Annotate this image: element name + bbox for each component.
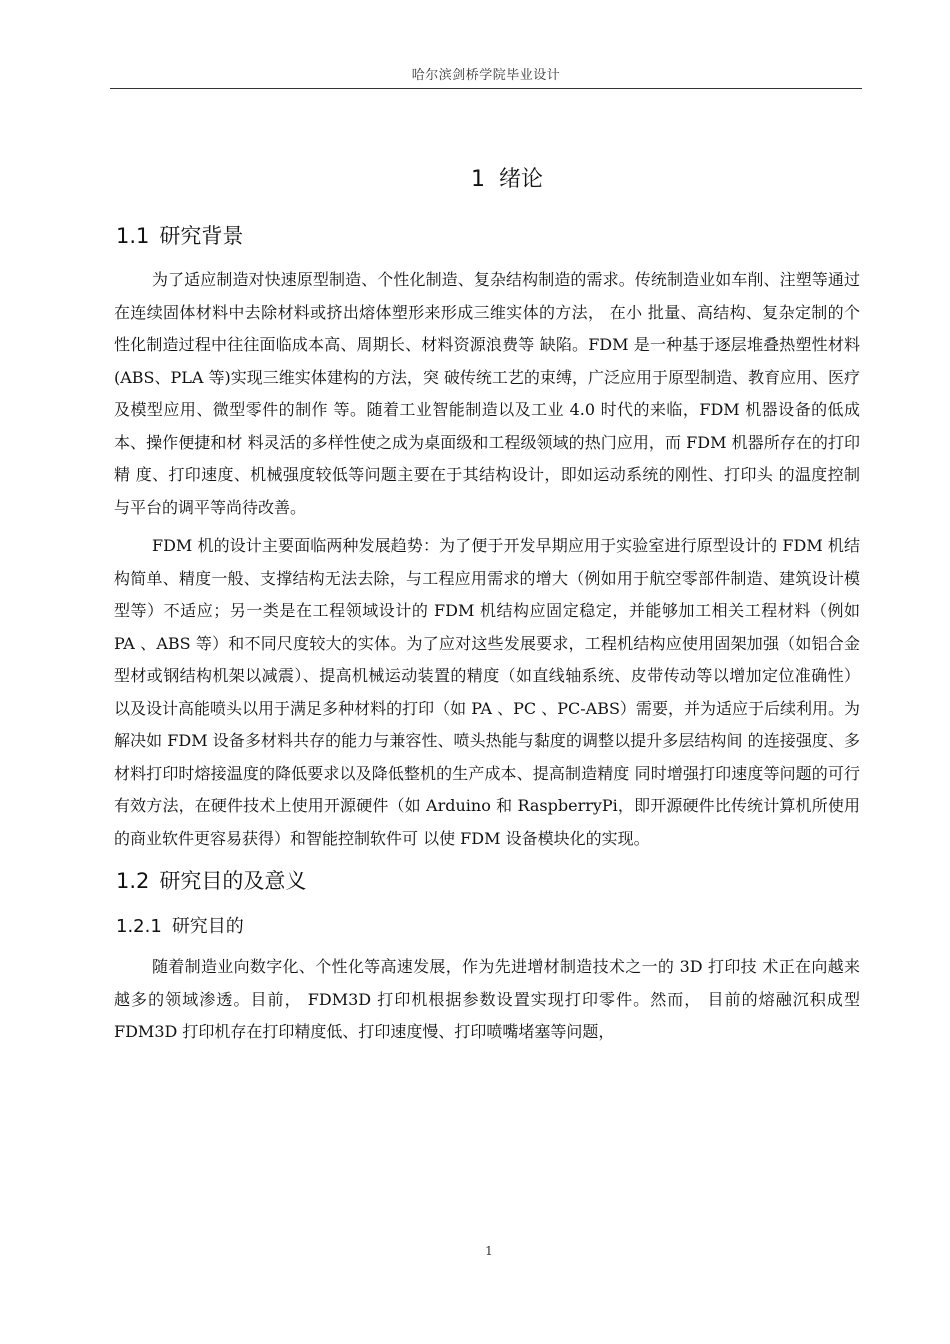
section-title-1-1	[116, 216, 860, 256]
subsection-number: 1.2.1	[116, 916, 162, 937]
header-rule	[110, 88, 862, 89]
subsection-title-1-2-1	[116, 909, 860, 945]
subsection-title-text: 研究目的	[171, 916, 244, 937]
chapter-title-text: 绪论	[498, 167, 543, 192]
paragraph-background-2: FDM 机的设计主要面临两种发展趋势：为了便于开发早期应用于实验室进行原型设计的 FDM 机结构简单、精度一般、支撑结构无法去除，与工程应用需求的增大（例如用于航空零部件制造、建筑设计模型等）不适应；另一类是在工程领域设计的 FDM 机结构应固定稳定，并能够加工相关工程材料（例如 PA 、ABS 等）和不同尺度较大的实体。为了应对这些发展要求，工程机结构应使用固架加强（如铝合金型材或钢结构机架以减震）、提高机械运动装置的精度（如直线轴系统、皮带传动等以增加定位准确性） 以及设计高能喷头以用于满足多种材料的打印（如 PA 、PC 、PC-ABS）需要，并为适应于后续利用。为 解决如 FDM 设备多材料共存的能力与兼容性、喷头热能与黏度的调整以提升多层结构间 的连接强度、多材料打印时熔接温度的降低要求以及降低整机的生产成本、提高制造精度 同时增强打印速度等问题的可行有效方法，在硬件技术上使用开源硬件（如 Arduino 和 RaspberryPi，即开源硬件比传统计算机所使用的商业软件更容易获得）和智能控制软件可 以使 FDM 设备模块化的实现。	[114, 536, 860, 848]
section-title-text: 研究目的及意义	[159, 869, 307, 893]
section-title-1-2	[116, 861, 860, 901]
section-title-text: 研究背景	[159, 224, 244, 248]
page-number: 1	[485, 1244, 493, 1258]
page-body	[114, 160, 860, 1055]
paragraph-purpose-1: 随着制造业向数字化、个性化等高速发展，作为先进增材制造技术之一的 3D 打印技 术正在向越来越多的领域渗透。目前， FDM3D 打印机根据参数设置实现打印零件。然而， 目前的熔融沉积成型 FDM3D 打印机存在打印精度低、打印速度慢、打印喷嘴堵塞等问题，	[114, 957, 860, 1041]
section-number: 1.1	[116, 224, 150, 248]
chapter-title	[154, 160, 860, 200]
chapter-number: 1	[470, 167, 485, 192]
section-number: 1.2	[116, 869, 150, 893]
paragraph-background-1: 为了适应制造对快速原型制造、个性化制造、复杂结构制造的需求。传统制造业如车削、注塑等通过在连续固体材料中去除材料或挤出熔体塑形来形成三维实体的方法， 在小 批量、高结构、复杂定制的个性化制造过程中往往面临成本高、周期长、材料资源浪费等 缺陷。FDM 是一种基于逐层堆叠热塑性材料(ABS、PLA 等)实现三维实体建构的方法，突 破传统工艺的束缚，广泛应用于原型制造、教育应用、医疗及模型应用、微型零件的制作 等。随着工业智能制造以及工业 4.0 时代的来临，FDM 机器设备的低成本、操作便捷和材 料灵活的多样性使之成为桌面级和工程级领域的热门应用，而 FDM 机器所存在的打印精 度、打印速度、机械强度较低等问题主要在于其结构设计，即如运动系统的刚性、打印头 的温度控制与平台的调平等尚待改善。	[114, 270, 860, 517]
page-header: 哈尔滨剑桥学院毕业设计	[411, 68, 561, 83]
